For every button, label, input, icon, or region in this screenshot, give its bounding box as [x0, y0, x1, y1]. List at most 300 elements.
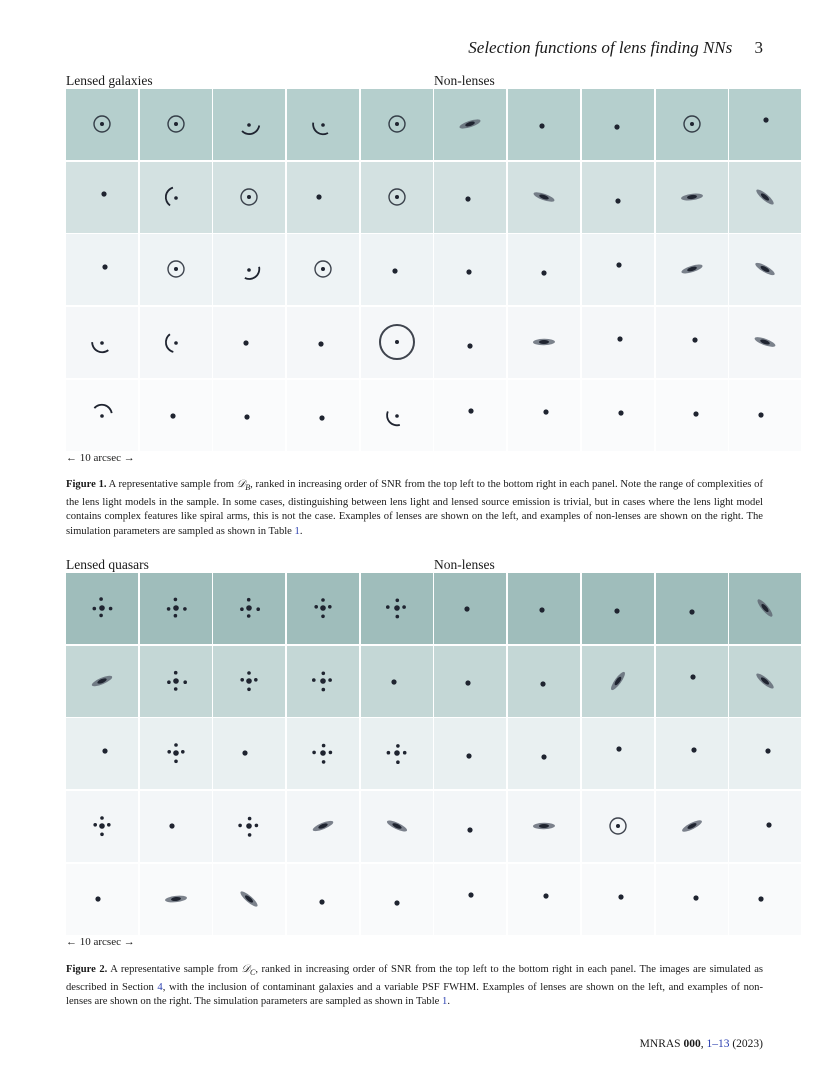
figure2-dataset-subscript: C — [249, 968, 256, 978]
source-dot — [618, 410, 623, 415]
lens-image-cell — [361, 162, 433, 233]
thumbnail-image — [434, 162, 506, 233]
quasar-image — [174, 760, 178, 764]
thumbnail-image — [213, 864, 285, 935]
nonlens-image-cell — [656, 89, 728, 160]
thumbnail-image — [434, 864, 506, 935]
quasar-image — [100, 816, 104, 820]
lens-image-cell — [213, 646, 285, 717]
lens-core — [99, 823, 105, 829]
thumbnail-image — [508, 646, 580, 717]
lens-core — [99, 605, 105, 611]
lens-core — [394, 605, 400, 611]
nonlens-image-cell — [434, 234, 506, 305]
source-dot — [392, 269, 397, 274]
thumbnail-image — [213, 162, 285, 233]
quasar-image — [93, 823, 97, 827]
lens-image-cell — [287, 162, 359, 233]
thumbnail-image — [140, 307, 212, 378]
nonlens-image-cell — [508, 162, 580, 233]
thumbnail-image — [582, 791, 654, 862]
nonlens-image-cell — [656, 646, 728, 717]
lens-image-cell — [213, 89, 285, 160]
thumbnail-image — [140, 380, 212, 451]
figure2-caption-end: . — [447, 996, 450, 1008]
lens-core — [247, 605, 253, 611]
lens-core — [173, 605, 179, 611]
thumbnail-image — [287, 646, 359, 717]
thumbnail-image — [66, 646, 138, 717]
lens-core — [173, 751, 179, 757]
source-dot — [466, 196, 471, 201]
footer-journal: MNRAS — [639, 1038, 681, 1050]
lens-image-cell — [66, 791, 138, 862]
nonlens-image-cell — [582, 89, 654, 160]
source-dot — [540, 123, 545, 128]
lens-image-cell — [66, 864, 138, 935]
thumbnail-image — [729, 791, 801, 862]
nonlens-image-cell — [434, 162, 506, 233]
nonlens-image-cell — [729, 646, 801, 717]
lens-image-cell — [66, 646, 138, 717]
source-dot — [540, 607, 545, 612]
quasar-image — [166, 607, 170, 611]
lens-core — [320, 751, 326, 757]
thumbnail-image — [66, 162, 138, 233]
thumbnail-image — [287, 864, 359, 935]
nonlens-image-cell — [582, 646, 654, 717]
quasar-image — [174, 744, 178, 748]
thumbnail-image — [361, 89, 433, 160]
thumbnail-image — [213, 718, 285, 789]
thumbnail-image — [729, 162, 801, 233]
source-dot — [692, 337, 697, 342]
quasar-image — [183, 607, 187, 611]
lens-image-cell — [66, 162, 138, 233]
quasar-image — [247, 614, 251, 618]
quasar-image — [322, 671, 326, 675]
source-dot — [102, 749, 107, 754]
lens-image-cell — [140, 307, 212, 378]
thumbnail-image — [656, 380, 728, 451]
lens-image-cell — [213, 162, 285, 233]
lens-image-cell — [213, 380, 285, 451]
source-dot — [616, 747, 621, 752]
nonlens-image-cell — [656, 573, 728, 644]
lens-core — [616, 824, 620, 828]
nonlens-image-cell — [508, 718, 580, 789]
thumbnail-image — [66, 864, 138, 935]
quasar-image — [100, 833, 104, 837]
source-dot — [101, 191, 106, 196]
source-dot — [170, 413, 175, 418]
lens-image-cell — [140, 162, 212, 233]
thumbnail-image — [582, 307, 654, 378]
thumbnail-image — [361, 864, 433, 935]
thumbnail-image — [656, 573, 728, 644]
source-dot — [394, 900, 399, 905]
quasar-image — [257, 607, 261, 611]
quasar-image — [254, 678, 258, 682]
lens-image-cell — [287, 791, 359, 862]
lens-image-cell — [140, 380, 212, 451]
quasar-image — [322, 687, 326, 691]
lens-image-cell — [66, 380, 138, 451]
thumbnail-image — [213, 646, 285, 717]
figure1-dataset-subscript: B — [245, 483, 251, 493]
figure2-scale-bar: ← 10 arcsec → — [66, 936, 135, 948]
quasar-image — [241, 678, 245, 682]
thumbnail-image — [140, 791, 212, 862]
lens-image-cell — [140, 89, 212, 160]
nonlens-image-cell — [656, 718, 728, 789]
lens-core — [174, 341, 178, 345]
thumbnail-image — [361, 791, 433, 862]
figure2-caption — [66, 963, 763, 1010]
figure2-dataset-symbol: 𝒟 — [241, 964, 250, 975]
lens-image-cell — [287, 646, 359, 717]
thumbnail-image — [729, 864, 801, 935]
lens-core — [395, 414, 399, 418]
quasar-image — [403, 751, 407, 755]
thumbnail-image — [213, 89, 285, 160]
lens-core — [394, 751, 400, 757]
nonlens-image-cell — [508, 89, 580, 160]
quasar-image — [173, 598, 177, 602]
lens-image-cell — [287, 718, 359, 789]
thumbnail-image — [287, 380, 359, 451]
lensed-arc — [310, 123, 329, 138]
thumbnail-image — [582, 864, 654, 935]
thumbnail-image — [656, 234, 728, 305]
nonlens-image-cell — [508, 234, 580, 305]
thumbnail-image — [213, 573, 285, 644]
source-dot — [544, 409, 549, 414]
quasar-image — [174, 687, 178, 691]
figure2-caption-mid: , ranked in increasing order of SNR from the top left to the bottom right in each panel. The images are simulated as described in Section — [66, 964, 764, 993]
lens-core — [320, 678, 326, 684]
thumbnail-image — [434, 718, 506, 789]
lens-image-cell — [140, 234, 212, 305]
lens-core — [174, 122, 178, 126]
lens-image-cell — [66, 234, 138, 305]
lens-image-cell — [213, 234, 285, 305]
quasar-image — [395, 599, 399, 603]
thumbnail-image — [434, 380, 506, 451]
source-dot — [319, 415, 324, 420]
source-dot — [319, 899, 324, 904]
figure2-section-link[interactable]: 4 — [157, 981, 163, 993]
lens-image-cell — [361, 307, 433, 378]
source-dot — [542, 271, 547, 276]
thumbnail-image — [287, 307, 359, 378]
thumbnail-image — [582, 380, 654, 451]
nonlens-image-cell — [656, 234, 728, 305]
lens-core — [100, 414, 104, 418]
nonlens-image-cell — [434, 380, 506, 451]
nonlens-image-cell — [656, 307, 728, 378]
source-dot — [466, 680, 471, 685]
source-dot — [318, 341, 323, 346]
nonlens-image-cell — [656, 791, 728, 862]
source-dot — [468, 343, 473, 348]
quasar-image — [314, 605, 318, 609]
source-dot — [615, 198, 620, 203]
source-dot — [169, 823, 174, 828]
lens-core — [247, 823, 253, 829]
nonlens-image-cell — [434, 864, 506, 935]
source-dot — [243, 751, 248, 756]
source-dot — [614, 124, 619, 129]
quasar-image — [386, 751, 390, 755]
source-dot — [614, 608, 619, 613]
quasar-image — [93, 607, 97, 611]
nonlens-image-cell — [434, 718, 506, 789]
thumbnail-image — [729, 718, 801, 789]
quasar-image — [248, 817, 252, 821]
figure1-caption-post: , ranked in increasing order of SNR from the top left to the bottom right in each panel. Note the range of complexities of the lens light models in the sample. In some cases, distinguishing between lens light and lensed source emission is trivial, but in cases where the lens light model contains complex features like spiral arms, this is not the case. Examples of lenses are shown on the left, and examples of non-lenses are shown on the right. The simulation parameters are sampled as shown in Table — [66, 479, 763, 537]
nonlens-image-cell — [582, 162, 654, 233]
thumbnail-image — [140, 864, 212, 935]
thumbnail-image — [656, 718, 728, 789]
lens-image-cell — [66, 307, 138, 378]
lens-image-cell — [66, 89, 138, 160]
lensed-arc — [383, 411, 400, 428]
figure1-caption — [66, 478, 763, 539]
thumbnail-image — [582, 718, 654, 789]
source-dot — [544, 893, 549, 898]
thumbnail-image — [361, 646, 433, 717]
lens-core — [174, 267, 178, 271]
lensed-arc — [94, 403, 113, 413]
nonlens-image-cell — [434, 573, 506, 644]
nonlens-image-cell — [508, 380, 580, 451]
quasar-image — [255, 824, 259, 828]
thumbnail-image — [361, 718, 433, 789]
nonlens-image-cell — [582, 791, 654, 862]
quasar-image — [248, 687, 252, 691]
thumbnail-image — [66, 380, 138, 451]
footer-volume: 000 — [683, 1038, 701, 1050]
lens-core — [174, 196, 178, 200]
quasar-image — [328, 605, 332, 609]
quasar-image — [328, 678, 332, 682]
source-dot — [469, 892, 474, 897]
lensed-arc — [242, 125, 261, 137]
figure1-table-link[interactable]: 1 — [294, 525, 300, 537]
nonlens-image-cell — [508, 573, 580, 644]
nonlens-image-cell — [729, 234, 801, 305]
lens-image-cell — [287, 234, 359, 305]
source-dot — [467, 270, 472, 275]
page-number: 3 — [754, 38, 763, 57]
thumbnail-image — [66, 234, 138, 305]
quasar-image — [247, 598, 251, 602]
source-dot — [541, 681, 546, 686]
lens-core — [395, 195, 399, 199]
source-dot — [391, 679, 396, 684]
source-dot — [766, 749, 771, 754]
thumbnail-image — [729, 573, 801, 644]
quasar-image — [321, 615, 325, 619]
thumbnail-image — [729, 380, 801, 451]
figure1-image-grid — [66, 89, 801, 451]
source-dot — [693, 895, 698, 900]
figure2-caption-pre: A representative sample from — [107, 964, 242, 975]
figure1-dataset-symbol: 𝒟 — [236, 479, 246, 490]
thumbnail-image — [656, 791, 728, 862]
nonlens-image-cell — [434, 791, 506, 862]
page-footer: MNRAS 000, 1–13 (2023) — [639, 1038, 763, 1050]
source-dot — [468, 827, 473, 832]
quasar-image — [312, 678, 316, 682]
lens-core — [173, 678, 179, 684]
footer-year: (2023) — [732, 1038, 763, 1050]
lens-core — [247, 195, 251, 199]
thumbnail-image — [287, 791, 359, 862]
quasar-image — [248, 671, 252, 675]
thumbnail-image — [582, 646, 654, 717]
lens-image-cell — [361, 646, 433, 717]
nonlens-image-cell — [582, 234, 654, 305]
quasar-image — [321, 598, 325, 602]
nonlens-image-cell — [508, 791, 580, 862]
lens-core — [248, 269, 252, 273]
thumbnail-image — [287, 718, 359, 789]
source-dot — [617, 336, 622, 341]
lens-image-cell — [66, 718, 138, 789]
thumbnail-image — [361, 573, 433, 644]
figure2-caption-label: Figure 2. — [66, 964, 108, 975]
source-dot — [764, 117, 769, 122]
thumbnail-image — [508, 791, 580, 862]
nonlens-image-cell — [729, 864, 801, 935]
lens-core — [100, 122, 104, 126]
nonlens-image-cell — [729, 307, 801, 378]
thumbnail-image — [656, 307, 728, 378]
lens-core — [248, 123, 252, 127]
thumbnail-image — [361, 162, 433, 233]
nonlens-image-cell — [582, 307, 654, 378]
running-head — [468, 38, 763, 58]
nonlens-image-cell — [582, 380, 654, 451]
thumbnail-image — [213, 234, 285, 305]
footer-pages-link[interactable]: 1–13 — [706, 1038, 730, 1050]
figure1-lens-label: Lensed galaxies — [66, 73, 153, 88]
thumbnail-image — [729, 646, 801, 717]
thumbnail-image — [140, 573, 212, 644]
thumbnail-image — [66, 718, 138, 789]
source-dot — [616, 263, 621, 268]
quasar-image — [396, 761, 400, 765]
thumbnail-image — [656, 864, 728, 935]
quasar-image — [173, 614, 177, 618]
thumbnail-image — [287, 162, 359, 233]
nonlens-image-cell — [508, 307, 580, 378]
thumbnail-image — [213, 307, 285, 378]
thumbnail-image — [361, 234, 433, 305]
thumbnail-image — [287, 234, 359, 305]
figure2-table-link[interactable]: 1 — [442, 996, 448, 1008]
nonlens-image-cell — [508, 646, 580, 717]
quasar-image — [183, 680, 187, 684]
nonlens-image-cell — [656, 162, 728, 233]
source-dot — [693, 411, 698, 416]
lens-image-cell — [361, 234, 433, 305]
quasar-image — [396, 744, 400, 748]
nonlens-image-cell — [729, 89, 801, 160]
figure2-image-grid — [66, 573, 801, 935]
source-dot — [690, 674, 695, 679]
lens-image-cell — [66, 573, 138, 644]
thumbnail-image — [140, 718, 212, 789]
lensed-arc — [164, 334, 174, 353]
quasar-image — [99, 614, 103, 618]
thumbnail-image — [508, 234, 580, 305]
lens-image-cell — [213, 573, 285, 644]
thumbnail-image — [66, 573, 138, 644]
thumbnail-image — [213, 791, 285, 862]
nonlens-image-cell — [729, 718, 801, 789]
lensed-arc — [165, 187, 173, 206]
lens-core — [395, 340, 399, 344]
thumbnail-image — [361, 380, 433, 451]
quasar-image — [240, 607, 244, 611]
thumbnail-image — [729, 89, 801, 160]
thumbnail-image — [434, 89, 506, 160]
source-dot — [467, 754, 472, 759]
lens-core — [395, 122, 399, 126]
lens-image-cell — [140, 791, 212, 862]
thumbnail-image — [656, 646, 728, 717]
lens-image-cell — [287, 380, 359, 451]
lens-image-cell — [140, 573, 212, 644]
source-dot — [759, 412, 764, 417]
lens-image-cell — [213, 307, 285, 378]
lens-image-cell — [140, 646, 212, 717]
lens-core — [100, 341, 104, 345]
lens-core — [247, 678, 253, 684]
nonlens-image-cell — [508, 864, 580, 935]
nonlens-image-cell — [434, 89, 506, 160]
thumbnail-image — [508, 89, 580, 160]
nonlens-image-cell — [434, 646, 506, 717]
thumbnail-image — [582, 89, 654, 160]
thumbnail-image — [582, 234, 654, 305]
lens-image-cell — [287, 573, 359, 644]
source-dot — [244, 340, 249, 345]
lens-image-cell — [361, 791, 433, 862]
quasar-image — [312, 751, 316, 755]
lens-image-cell — [361, 573, 433, 644]
thumbnail-image — [508, 162, 580, 233]
nonlens-image-cell — [656, 380, 728, 451]
quasar-image — [181, 750, 185, 754]
quasar-image — [322, 760, 326, 764]
source-dot — [618, 894, 623, 899]
quasar-image — [329, 751, 333, 755]
thumbnail-image — [656, 89, 728, 160]
lens-image-cell — [287, 864, 359, 935]
thumbnail-image — [434, 646, 506, 717]
thumbnail-image — [508, 307, 580, 378]
source-dot — [759, 896, 764, 901]
quasar-image — [395, 615, 399, 619]
thumbnail-image — [656, 162, 728, 233]
thumbnail-image — [287, 89, 359, 160]
quasar-image — [167, 750, 171, 754]
thumbnail-image — [508, 573, 580, 644]
